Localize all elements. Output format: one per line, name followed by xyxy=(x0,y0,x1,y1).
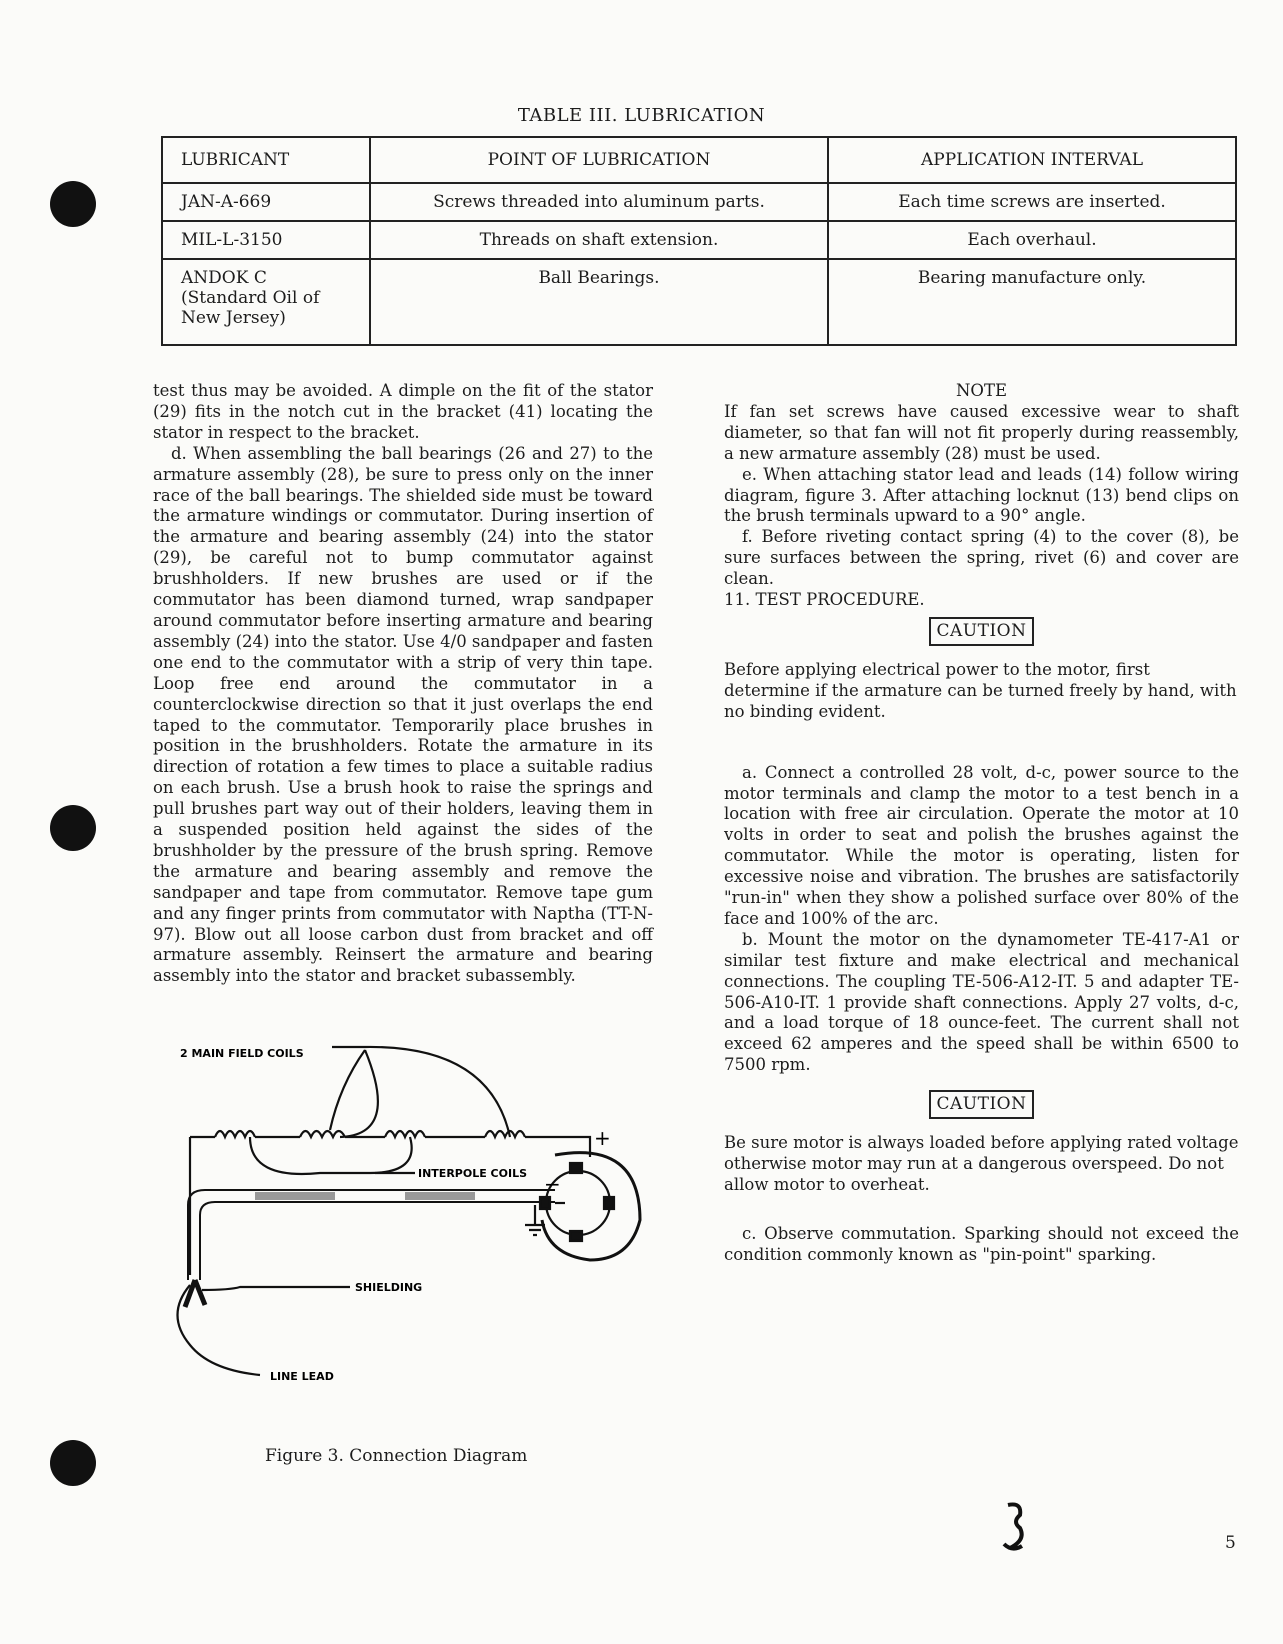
binder-hole-bottom xyxy=(50,1440,96,1486)
lubrication-table xyxy=(161,136,1237,346)
table-row xyxy=(162,259,1236,345)
right-column xyxy=(724,381,1239,1266)
header-interval: APPLICATION INTERVAL xyxy=(828,137,1236,183)
table-cell: MIL-L-3150 xyxy=(162,221,370,259)
table-cell: Screws threaded into aluminum parts. xyxy=(370,183,828,221)
spacer xyxy=(724,1196,1239,1224)
caution-label: CAUTION xyxy=(929,617,1035,646)
table-row xyxy=(162,183,1236,221)
shielding-cable xyxy=(188,1190,555,1280)
label-plus: + xyxy=(594,1126,611,1150)
paragraph-d: d. When assembling the ball bearings (26 and 27) to the armature assembly (28), be sure to press only on the inner race of the ball bearings. The shielded side must be toward the armature windings or commutator. During insertion of the armature and bearing assembly (24) into the stator (29), be careful not to bump commutator against brushholders. If new brushes are used or if the commutator has been diamond turned, wrap sandpaper around commutator before inserting armature and bearing assembly (24) into the stator. Use 4/0 sandpaper and fasten one end to the commutator with a strip of very thin tape. Loop free end around the commutator in a counterclockwise direction so that it just overlaps the end taped to the commutator. Temporarily place brushes in position in the brushholders. Rotate the armature in its direction of rotation a few times to place a suitable radius on each brush. Use a brush hook to raise the springs and pull brushes part way out of their holders, leaving them in a suspended position held against the sides of the brushholder by the pressure of the brush spring. Remove the armature and bearing assembly and remove the sandpaper and tape from commutator. Remove tape gum and any finger prints from commutator with Naptha (TT-N-97). Blow out all loose carbon dust from bracket and off armature assembly. Reinsert the armature and bearing assembly into the stator and bracket subassembly. xyxy=(153,443,653,986)
shielding-cable xyxy=(200,1202,555,1280)
paragraph-b: b. Mount the motor on the dynamometer TE-417-A1 or similar test fixture and make electrical and mechanical connections. The coupling TE-506-A12-IT. 5 and adapter TE-506-A10-IT. 1 provide shaft connections. Apply 27 volts, d-c, and a load torque of 18 ounce-feet. The current shall not exceed 62 amperes and the speed shall be within 6500 to 7500 rpm. xyxy=(724,929,1239,1075)
table-cell: Threads on shaft extension. xyxy=(370,221,828,259)
table-row xyxy=(162,221,1236,259)
table-cell: Each time screws are inserted. xyxy=(828,183,1236,221)
connection-diagram xyxy=(170,1045,690,1425)
table-cell: Bearing manufacture only. xyxy=(828,259,1236,345)
line-lead xyxy=(185,1280,205,1307)
interpole-coil xyxy=(385,1131,425,1137)
note-title: NOTE xyxy=(955,381,1007,400)
paragraph-f: f. Before riveting contact spring (4) to the cover (8), be sure surfaces between the spring, rivet (6) and cover are clean. xyxy=(724,527,1239,589)
label-line-lead: LINE LEAD xyxy=(270,1370,334,1383)
caution-label: CAUTION xyxy=(929,1090,1035,1119)
paragraph-e: e. When attaching stator lead and leads (14) follow wiring diagram, figure 3. After attaching locknut (13) bend clips on the brush terminals upward to a 90° angle. xyxy=(724,464,1239,526)
binder-hole-top xyxy=(50,181,96,227)
section-heading: 11. TEST PROCEDURE. xyxy=(724,590,925,610)
caution-text-1: Before applying electrical power to the motor, first determine if the armature can be turned freely by hand, with no binding evident. xyxy=(724,659,1237,721)
caution-text-2: Be sure motor is always loaded before applying rated voltage otherwise motor may run at a dangerous overspeed. Do not allow motor to overheat. xyxy=(724,1133,1239,1194)
main-field-coil xyxy=(485,1131,525,1137)
label-interpole-coils: INTERPOLE COILS xyxy=(418,1167,528,1180)
table-cell: Ball Bearings. xyxy=(370,259,828,345)
caution-wrap xyxy=(724,617,1239,646)
label-main-field-coils: 2 MAIN FIELD COILS xyxy=(180,1047,304,1060)
table-header-row xyxy=(162,137,1236,183)
table-cell: JAN-A-669 xyxy=(162,183,370,221)
label-shielding: SHIELDING xyxy=(355,1281,423,1294)
interpole-coil xyxy=(300,1131,345,1137)
table-cell: ANDOK C (Standard Oil of New Jersey) xyxy=(162,259,370,345)
handwritten-mark-icon xyxy=(1000,1500,1030,1555)
header-lubricant: LUBRICANT xyxy=(162,137,370,183)
note-body: If fan set screws have caused excessive wear to shaft diameter, so that fan will not fit properly during reassembly, a new armature assembly (28) must be used. xyxy=(724,401,1239,463)
main-field-coil xyxy=(215,1131,255,1137)
left-column xyxy=(153,381,653,987)
paragraph-c: c. Observe commutation. Sparking should not exceed the condition commonly known as "pin-point" sparking. xyxy=(724,1223,1239,1264)
paragraph-a: a. Connect a controlled 28 volt, d-c, power source to the motor terminals and clamp the motor to a test bench in a location with free air circulation. Operate the motor at 10 volts in order to seat and polish the brushes against the commutator. While the motor is operating, listen for excessive noise and vibration. The brushes are satisfactorily "run-in" when they show a polished surface over 80% of the face and 100% of the arc. xyxy=(724,762,1239,928)
binder-hole-middle xyxy=(50,805,96,851)
table-title: TABLE III. LUBRICATION xyxy=(517,105,766,126)
paragraph-continuation: test thus may be avoided. A dimple on the fit of the stator (29) fits in the notch cut in the bracket (41) locating the stator in respect to the bracket. xyxy=(153,381,653,442)
header-point: POINT OF LUBRICATION xyxy=(370,137,828,183)
motor-housing xyxy=(542,1153,640,1260)
caution-wrap xyxy=(724,1090,1239,1119)
label-minus: − xyxy=(544,1172,561,1196)
spacer xyxy=(724,723,1239,763)
table-cell: Each overhaul. xyxy=(828,221,1236,259)
page-number: 5 xyxy=(1225,1533,1236,1553)
figure-caption: Figure 3. Connection Diagram xyxy=(265,1446,528,1466)
